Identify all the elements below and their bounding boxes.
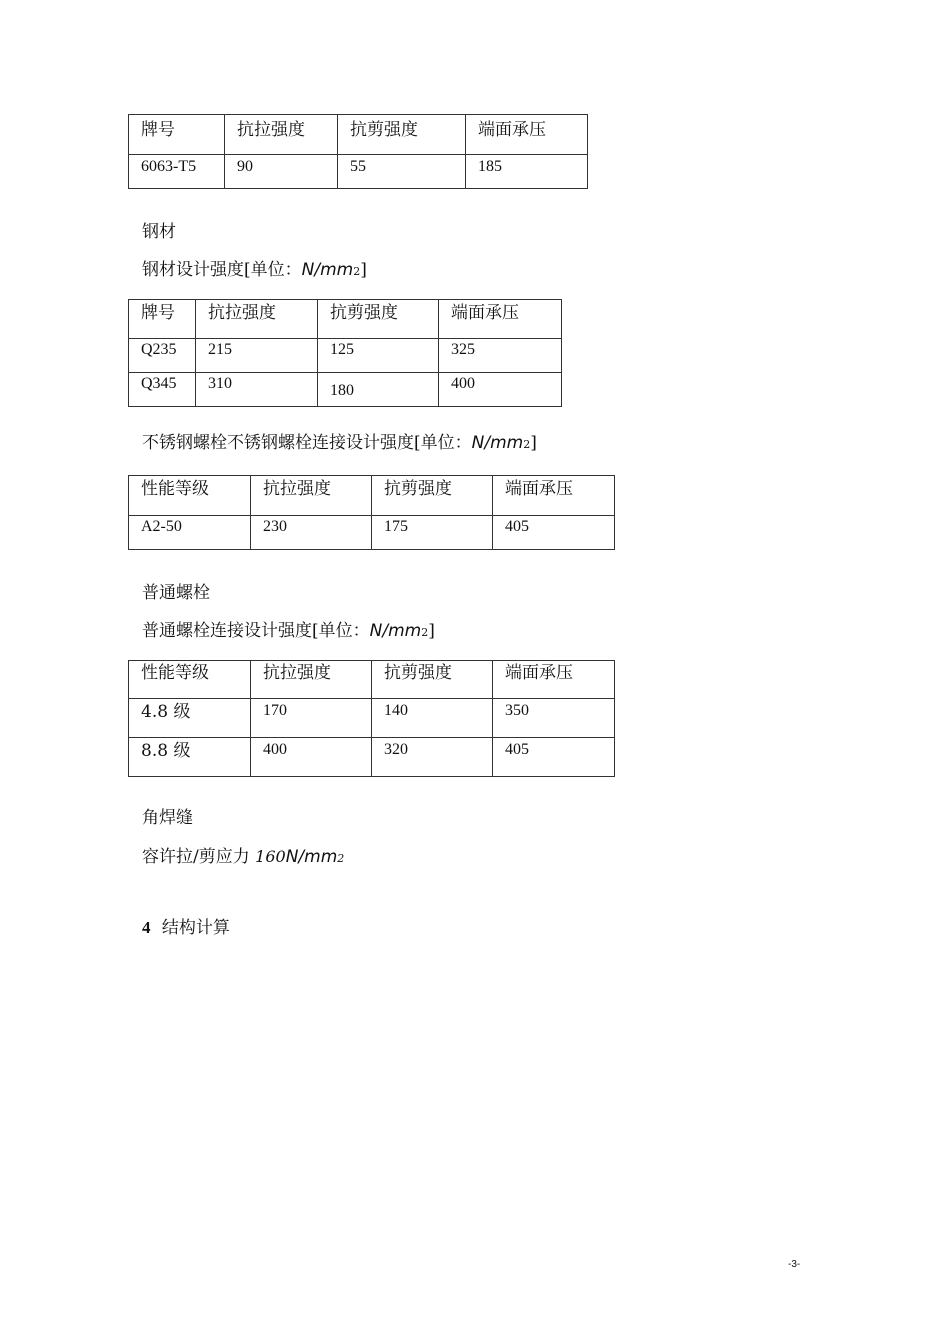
aluminum-strength-table [128,114,588,189]
table-header-cell: 抗剪强度 [372,661,493,699]
table-cell: 170 [251,699,372,738]
table-cell: 310 [196,373,318,407]
table-cell: 125 [318,339,439,373]
table-cell: 405 [493,516,615,550]
ordinary-bolts-heading: 普通螺栓 [142,583,210,603]
caption-text: 钢材设计强度[单位： [142,260,302,280]
caption-unit: N/mm [369,621,422,641]
table-cell: 180 [318,373,439,407]
caption-unit-sup: 2 [421,626,429,639]
table-cell: 350 [493,699,615,738]
section-heading [142,919,230,937]
table-header-cell: 抗拉强度 [196,300,318,339]
table-header-cell: 性能等级 [129,476,251,516]
ordinary-bolts-table [128,660,615,777]
section-number: 4 [142,918,151,937]
table-cell: 90 [225,155,338,189]
table-cell: 185 [466,155,588,189]
table-cell: 6063-T5 [129,155,225,189]
caption-unit-sup: 2 [523,438,531,451]
table-cell: 215 [196,339,318,373]
table-header-cell: 抗拉强度 [225,115,338,155]
table-cell: 230 [251,516,372,550]
steel-strength-table [128,299,562,407]
table-cell: 175 [372,516,493,550]
table-header-cell: 端面承压 [466,115,588,155]
table-header-cell: 抗剪强度 [338,115,466,155]
caption-text: 普通螺栓连接设计强度[单位： [142,621,370,641]
caption-unit: N/mm [301,260,354,280]
section-title: 结构计算 [161,918,230,938]
caption-unit: N/mm [471,433,524,453]
table-cell: 140 [372,699,493,738]
steel-caption [142,262,367,279]
table-header-cell: 端面承压 [493,661,615,699]
table-header-cell: 牌号 [129,300,196,339]
table-header-cell: 端面承压 [439,300,562,339]
table-cell: 8.8 级 [129,738,251,777]
fillet-weld-value: 160 [255,847,286,866]
fillet-weld-label: 容许拉/剪应力 [142,847,256,867]
table-header-cell: 牌号 [129,115,225,155]
caption-text: 不锈钢螺栓不锈钢螺栓连接设计强度[单位： [142,433,472,453]
stainless-bolts-table [128,475,615,550]
table-cell: Q345 [129,373,196,407]
table-cell: 55 [338,155,466,189]
table-header-cell: 性能等级 [129,661,251,699]
caption-end: ] [360,260,367,280]
table-cell: Q235 [129,339,196,373]
table-cell: 4.8 级 [129,699,251,738]
table-cell: 320 [372,738,493,777]
caption-end: ] [530,433,537,453]
caption-end: ] [428,621,435,641]
stainless-bolts-caption [142,435,537,452]
table-header-cell: 抗拉强度 [251,476,372,516]
fillet-weld-unit-sup: 2 [337,852,345,865]
table-header-cell: 抗拉强度 [251,661,372,699]
fillet-weld-heading: 角焊缝 [142,808,193,828]
table-cell: A2-50 [129,516,251,550]
steel-heading: 钢材 [142,222,176,242]
fillet-weld-text [142,849,344,866]
page-number: -3- [788,1259,801,1270]
table-cell: 405 [493,738,615,777]
ordinary-bolts-caption [142,623,435,640]
table-header-cell: 端面承压 [493,476,615,516]
table-cell: 400 [439,373,562,407]
table-cell: 400 [251,738,372,777]
caption-unit-sup: 2 [353,265,361,278]
table-header-cell: 抗剪强度 [318,300,439,339]
fillet-weld-unit: N/mm [285,847,338,867]
table-cell: 325 [439,339,562,373]
table-header-cell: 抗剪强度 [372,476,493,516]
